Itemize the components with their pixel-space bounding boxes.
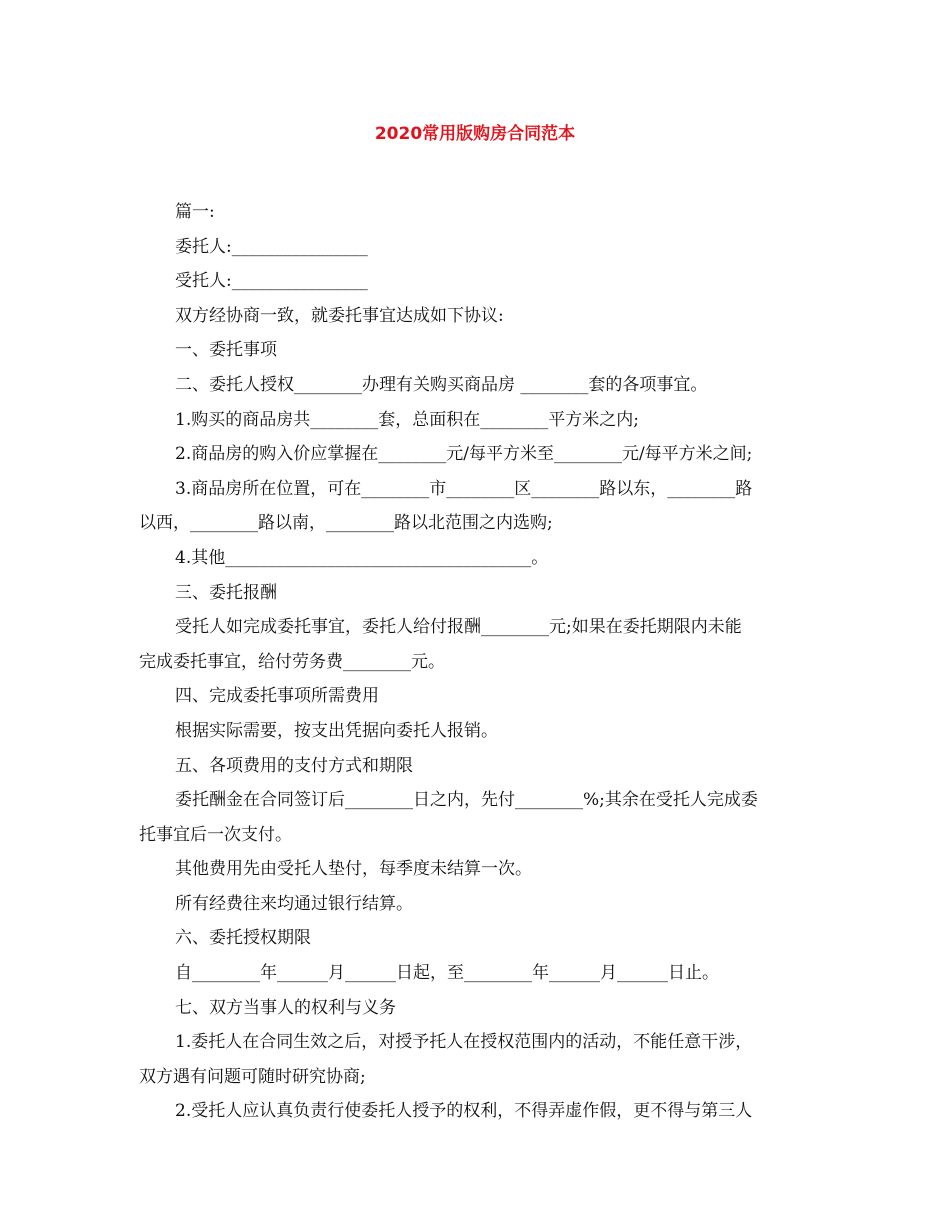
text-line: 六、委托授权期限	[175, 928, 311, 949]
text-line: 根据实际需要，按支出凭据向委托人报销。	[175, 720, 498, 741]
text-line: 4.其他____________________________________。	[175, 547, 549, 568]
text-line: 双方经协商一致，就委托事宜达成如下协议:	[175, 305, 504, 326]
text-line: 受托人:________________	[175, 271, 368, 292]
text-line: 1.委托人在合同生效之后，对授予托人在授权范围内的活动，不能任意干涉，	[175, 1032, 753, 1053]
text-line: 自________年______月______日起，至________年______月______日止。	[175, 963, 719, 984]
text-line: 托事宜后一次支付。	[139, 824, 292, 845]
document-title: 2020常用版购房合同范本	[374, 124, 576, 144]
text-line: 所有经费往来均通过银行结算。	[175, 893, 413, 914]
text-line: 2.商品房的购入价应掌握在________元/每平方米至________元/每平方米之间;	[175, 444, 753, 465]
text-line: 2.受托人应认真负责行使委托人授予的权利，不得弄虚作假，更不得与第三人	[175, 1101, 753, 1122]
text-line: 1.购买的商品房共________套，总面积在________平方米之内;	[175, 409, 639, 430]
text-line: 受托人如完成委托事宜，委托人给付报酬________元;如果在委托期限内未能	[175, 617, 742, 638]
text-line: 委托人:________________	[175, 236, 368, 257]
text-line: 五、各项费用的支付方式和期限	[175, 755, 413, 776]
text-line: 双方遇有问题可随时研究协商;	[139, 1066, 366, 1087]
text-line: 一、委托事项	[175, 340, 277, 361]
text-line: 完成委托事宜，给付劳务费________元。	[139, 651, 445, 672]
text-line: 3.商品房所在位置，可在________市________区________路以东，________路	[175, 478, 753, 499]
text-line: 委托酬金在合同签订后________日之内，先付________%;其余在受托人完成委	[175, 790, 758, 811]
text-line: 以西，________路以南，________路以北范围之内选购;	[139, 513, 553, 534]
text-line: 其他费用先由受托人垫付，每季度未结算一次。	[175, 859, 532, 880]
document-body	[139, 195, 829, 1129]
text-line: 三、委托报酬	[175, 582, 277, 603]
text-line: 篇一:	[175, 202, 215, 222]
text-line: 四、完成委托事项所需费用	[175, 686, 379, 707]
text-line: 二、委托人授权________办理有关购买商品房 ________套的各项事宜。	[175, 374, 708, 395]
text-line: 七、双方当事人的权利与义务	[175, 997, 396, 1018]
